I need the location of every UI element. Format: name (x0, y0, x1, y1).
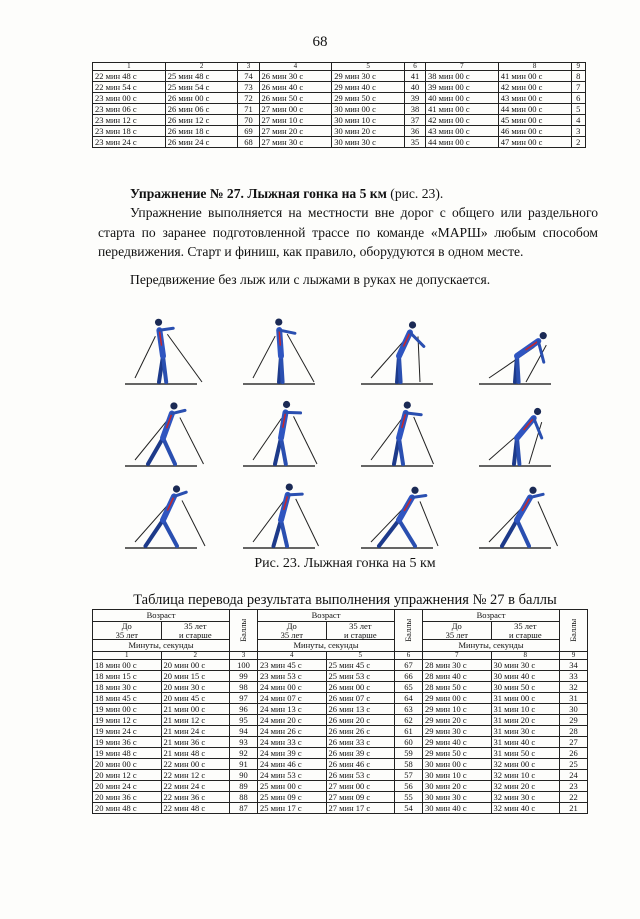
column-index: 1 (93, 63, 166, 71)
table-row (93, 715, 588, 726)
table-title: Таблица перевода результата выполнения упражнения № 27 в баллы (133, 592, 557, 608)
table-cell: 32 мин 00 с (491, 759, 560, 770)
table-row (93, 726, 588, 737)
table-row (93, 137, 586, 148)
table-cell: 31 мин 40 с (491, 737, 560, 748)
under35-header: До 35 лет (423, 622, 492, 640)
age-header-3: Возраст (423, 610, 560, 622)
table-cell: 19 мин 00 с (93, 704, 162, 715)
table-cell: 30 мин 10 с (423, 770, 492, 781)
table-cell: 25 мин 17 с (258, 803, 327, 814)
page-number: 68 (312, 34, 328, 50)
table-row (93, 792, 588, 803)
table-cell: 6 (571, 93, 586, 104)
table-cell: 29 (560, 715, 588, 726)
table-cell: 25 мин 53 с (326, 671, 395, 682)
column-index: 3 (230, 652, 258, 660)
points-header-2: Баллы (395, 610, 423, 652)
table-cell: 71 (238, 104, 259, 115)
table-cell: 29 мин 40 с (332, 82, 405, 93)
table-cell: 30 мин 00 с (423, 759, 492, 770)
figure-ref: (рис. 23). (386, 186, 444, 201)
table-row (93, 682, 588, 693)
table-cell: 24 мин 13 с (258, 704, 327, 715)
table-cell: 24 (560, 770, 588, 781)
table-cell: 43 мин 00 с (426, 126, 499, 137)
table-cell: 26 мин 00 с (326, 682, 395, 693)
bottom_table-index-row (93, 652, 588, 660)
table-cell: 29 мин 40 с (423, 737, 492, 748)
table-cell: 39 (404, 93, 425, 104)
points-header-1: Баллы (230, 610, 258, 652)
table-cell: 29 мин 50 с (332, 93, 405, 104)
table-cell: 20 мин 45 с (161, 693, 230, 704)
table-cell: 24 мин 00 с (258, 682, 327, 693)
skier-figure (361, 487, 438, 548)
units-header-3: Минуты, секунды (423, 640, 560, 652)
table-cell: 34 (560, 660, 588, 671)
over35-header: 35 лет и старше (491, 622, 560, 640)
table-cell: 5 (571, 104, 586, 115)
table-cell: 59 (395, 748, 423, 759)
skier-figure (125, 485, 205, 548)
column-index: 2 (165, 63, 238, 71)
table-cell: 64 (395, 693, 423, 704)
table-cell: 30 мин 10 с (332, 115, 405, 126)
table-cell: 44 мин 00 с (426, 137, 499, 148)
table-cell: 20 мин 24 с (93, 781, 162, 792)
table-cell: 22 мин 00 с (161, 759, 230, 770)
table-cell: 29 мин 50 с (423, 748, 492, 759)
table-cell: 29 мин 00 с (423, 693, 492, 704)
table-cell: 90 (230, 770, 258, 781)
table-cell: 26 мин 26 с (326, 726, 395, 737)
table-cell: 26 мин 18 с (165, 126, 238, 137)
table-cell: 25 мин 00 с (258, 781, 327, 792)
table-cell: 21 мин 00 с (161, 704, 230, 715)
table-cell: 74 (238, 71, 259, 82)
exercise-paragraph-1: Упражнение выполняется на местности вне дорог с общего или раздельного старта по заранее подготовленной трассе по команде «МАРШ» любым способом передвижения. Старт и финиш, как правило, оборудуются в одном месте. (98, 205, 598, 259)
table-cell: 95 (230, 715, 258, 726)
column-index: 8 (491, 652, 560, 660)
table-cell: 21 (560, 803, 588, 814)
table-row (93, 115, 586, 126)
table-cell: 18 мин 30 с (93, 682, 162, 693)
figure-caption: Рис. 23. Лыжная гонка на 5 км (254, 556, 436, 571)
table-cell: 32 мин 30 с (491, 792, 560, 803)
table-cell: 42 мин 00 с (498, 82, 571, 93)
table-cell: 30 мин 00 с (332, 104, 405, 115)
table-cell: 24 мин 26 с (258, 726, 327, 737)
table-cell: 29 мин 20 с (423, 715, 492, 726)
table-cell: 91 (230, 759, 258, 770)
table-row (93, 693, 588, 704)
column-index: 5 (326, 652, 395, 660)
skier-figure (479, 408, 551, 466)
table-cell: 30 мин 30 с (332, 137, 405, 148)
table-cell: 98 (230, 682, 258, 693)
skier-figure (479, 487, 558, 548)
table-cell: 8 (571, 71, 586, 82)
column-index: 8 (498, 63, 571, 71)
table-cell: 25 мин 09 с (258, 792, 327, 803)
table-cell: 68 (238, 137, 259, 148)
exercise-paragraph-2: Передвижение без лыж или с лыжами в руках не допускается. (130, 272, 491, 287)
table-cell: 32 мин 10 с (491, 770, 560, 781)
table-cell: 31 (560, 693, 588, 704)
table-cell: 31 мин 20 с (491, 715, 560, 726)
table-cell: 26 мин 50 с (259, 93, 332, 104)
table-cell: 63 (395, 704, 423, 715)
table-cell: 21 мин 36 с (161, 737, 230, 748)
table-cell: 27 (560, 737, 588, 748)
column-index: 5 (332, 63, 405, 71)
table-cell: 41 мин 00 с (498, 71, 571, 82)
table-row (93, 126, 586, 137)
table-cell: 40 мин 00 с (426, 93, 499, 104)
table-cell: 73 (238, 82, 259, 93)
table-row (93, 71, 586, 82)
table-cell: 20 мин 00 с (161, 660, 230, 671)
table-cell: 39 мин 00 с (426, 82, 499, 93)
table-cell: 29 мин 30 с (423, 726, 492, 737)
table-cell: 72 (238, 93, 259, 104)
column-index: 6 (404, 63, 425, 71)
table-cell: 30 мин 20 с (423, 781, 492, 792)
table-cell: 61 (395, 726, 423, 737)
table-cell: 26 мин 39 с (326, 748, 395, 759)
units-header-2: Минуты, секунды (258, 640, 395, 652)
table-cell: 23 мин 45 с (258, 660, 327, 671)
table-row (93, 82, 586, 93)
table-cell: 38 мин 00 с (426, 71, 499, 82)
table-row (93, 737, 588, 748)
table-cell: 32 (560, 682, 588, 693)
points-conversion-table (92, 609, 588, 814)
table-cell: 96 (230, 704, 258, 715)
table-cell: 30 (560, 704, 588, 715)
table-cell: 25 мин 45 с (326, 660, 395, 671)
table-cell: 20 мин 48 с (93, 803, 162, 814)
table-cell: 60 (395, 737, 423, 748)
table-cell: 18 мин 45 с (93, 693, 162, 704)
table-cell: 36 (404, 126, 425, 137)
skier-figure (125, 402, 204, 466)
table-cell: 19 мин 12 с (93, 715, 162, 726)
table-cell: 31 мин 50 с (491, 748, 560, 759)
table-cell: 57 (395, 770, 423, 781)
skier-figure (361, 321, 433, 384)
table-cell: 32 мин 40 с (491, 803, 560, 814)
table-cell: 26 мин 24 с (165, 137, 238, 148)
column-index: 3 (238, 63, 259, 71)
table-cell: 7 (571, 82, 586, 93)
table-cell: 26 (560, 748, 588, 759)
table-cell: 27 мин 10 с (259, 115, 332, 126)
skier-figures-illustration (108, 304, 580, 550)
table-cell: 26 мин 33 с (326, 737, 395, 748)
table-cell: 100 (230, 660, 258, 671)
table-cell: 26 мин 53 с (326, 770, 395, 781)
table-cell: 26 мин 13 с (326, 704, 395, 715)
under35-header: До 35 лет (258, 622, 327, 640)
table-cell: 47 мин 00 с (498, 137, 571, 148)
under35-header: До 35 лет (93, 622, 162, 640)
table-cell: 23 мин 53 с (258, 671, 327, 682)
table-cell: 19 мин 24 с (93, 726, 162, 737)
table-cell: 24 мин 20 с (258, 715, 327, 726)
top-score-table (92, 62, 586, 148)
table-row (93, 759, 588, 770)
table-cell: 56 (395, 781, 423, 792)
table-cell: 4 (571, 115, 586, 126)
table-cell: 29 мин 30 с (332, 71, 405, 82)
column-index: 9 (571, 63, 586, 71)
age-header-1: Возраст (93, 610, 230, 622)
table-cell: 23 (560, 781, 588, 792)
table-cell: 62 (395, 715, 423, 726)
table-cell: 97 (230, 693, 258, 704)
column-index: 4 (259, 63, 332, 71)
table-cell: 25 мин 54 с (165, 82, 238, 93)
table-cell: 88 (230, 792, 258, 803)
table-cell: 18 мин 00 с (93, 660, 162, 671)
table-cell: 19 мин 48 с (93, 748, 162, 759)
table-cell: 21 мин 12 с (161, 715, 230, 726)
table-cell: 89 (230, 781, 258, 792)
table-cell: 23 мин 06 с (93, 104, 166, 115)
table-cell: 19 мин 36 с (93, 737, 162, 748)
table-cell: 31 мин 30 с (491, 726, 560, 737)
skier-figure (361, 401, 434, 466)
table-row (93, 104, 586, 115)
table-cell: 93 (230, 737, 258, 748)
table-row (93, 748, 588, 759)
skier-figure (125, 319, 202, 384)
table-cell: 54 (395, 803, 423, 814)
over35-header: 35 лет и старше (161, 622, 230, 640)
table-cell: 22 мин 48 с (161, 803, 230, 814)
table-cell: 20 мин 36 с (93, 792, 162, 803)
table-cell: 22 мин 12 с (161, 770, 230, 781)
column-index: 7 (423, 652, 492, 660)
table-cell: 38 (404, 104, 425, 115)
table-cell: 24 мин 07 с (258, 693, 327, 704)
table-cell: 22 мин 48 с (93, 71, 166, 82)
table-cell: 30 мин 30 с (491, 660, 560, 671)
table-cell: 45 мин 00 с (498, 115, 571, 126)
table-cell: 28 мин 40 с (423, 671, 492, 682)
table-cell: 26 мин 30 с (259, 71, 332, 82)
exercise-title: Упражнение № 27. Лыжная гонка на 5 км (130, 186, 387, 201)
table-cell: 21 мин 48 с (161, 748, 230, 759)
skier-figure (243, 401, 317, 466)
table-cell: 20 мин 30 с (161, 682, 230, 693)
table-cell: 41 (404, 71, 425, 82)
table-row (93, 781, 588, 792)
table-row (93, 93, 586, 104)
table-cell: 35 (404, 137, 425, 148)
table-cell: 25 мин 48 с (165, 71, 238, 82)
table-cell: 20 мин 15 с (161, 671, 230, 682)
table-cell: 3 (571, 126, 586, 137)
table-cell: 26 мин 20 с (326, 715, 395, 726)
table-cell: 30 мин 40 с (491, 671, 560, 682)
table-cell: 32 мин 20 с (491, 781, 560, 792)
table-row (93, 671, 588, 682)
table-cell: 55 (395, 792, 423, 803)
column-index: 1 (93, 652, 162, 660)
table-row (93, 704, 588, 715)
table-cell: 23 мин 24 с (93, 137, 166, 148)
table-cell: 31 мин 10 с (491, 704, 560, 715)
over35-header: 35 лет и старше (326, 622, 395, 640)
table-cell: 29 мин 10 с (423, 704, 492, 715)
column-index: 7 (426, 63, 499, 71)
table-cell: 26 мин 46 с (326, 759, 395, 770)
table-cell: 24 мин 46 с (258, 759, 327, 770)
table-cell: 40 (404, 82, 425, 93)
age-header-2: Возраст (258, 610, 395, 622)
column-index: 9 (560, 652, 588, 660)
table-cell: 28 мин 30 с (423, 660, 492, 671)
table-cell: 30 мин 30 с (423, 792, 492, 803)
skier-figure (479, 332, 551, 384)
table-cell: 58 (395, 759, 423, 770)
column-index: 2 (161, 652, 230, 660)
table-cell: 46 мин 00 с (498, 126, 571, 137)
table-cell: 67 (395, 660, 423, 671)
table-cell: 22 (560, 792, 588, 803)
table-cell: 21 мин 24 с (161, 726, 230, 737)
table-cell: 44 мин 00 с (498, 104, 571, 115)
table-cell: 25 (560, 759, 588, 770)
table-cell: 94 (230, 726, 258, 737)
table-cell: 27 мин 09 с (326, 792, 395, 803)
column-index: 4 (258, 652, 327, 660)
skier-figure (243, 318, 315, 384)
table-cell: 22 мин 54 с (93, 82, 166, 93)
table-cell: 26 мин 06 с (165, 104, 238, 115)
top_table-index-row (93, 63, 586, 71)
table-cell: 23 мин 18 с (93, 126, 166, 137)
table-cell: 27 мин 00 с (326, 781, 395, 792)
table-cell: 26 мин 12 с (165, 115, 238, 126)
points-header-3: Баллы (560, 610, 588, 652)
table-cell: 24 мин 39 с (258, 748, 327, 759)
table-cell: 24 мин 33 с (258, 737, 327, 748)
table-row (93, 770, 588, 781)
table-cell: 65 (395, 682, 423, 693)
table-cell: 23 мин 12 с (93, 115, 166, 126)
table-cell: 92 (230, 748, 258, 759)
table-cell: 42 мин 00 с (426, 115, 499, 126)
table-cell: 99 (230, 671, 258, 682)
table-cell: 43 мин 00 с (498, 93, 571, 104)
table-cell: 26 мин 40 с (259, 82, 332, 93)
table-cell: 87 (230, 803, 258, 814)
table-cell: 30 мин 50 с (491, 682, 560, 693)
table-cell: 23 мин 00 с (93, 93, 166, 104)
table-row (93, 803, 588, 814)
table-cell: 28 (560, 726, 588, 737)
table-cell: 24 мин 53 с (258, 770, 327, 781)
exercise-heading (98, 184, 598, 204)
table-cell: 31 мин 00 с (491, 693, 560, 704)
table-cell: 27 мин 20 с (259, 126, 332, 137)
table-cell: 22 мин 36 с (161, 792, 230, 803)
table-cell: 30 мин 20 с (332, 126, 405, 137)
table-cell: 41 мин 00 с (426, 104, 499, 115)
table-cell: 20 мин 00 с (93, 759, 162, 770)
table-cell: 69 (238, 126, 259, 137)
table-cell: 22 мин 24 с (161, 781, 230, 792)
table-cell: 33 (560, 671, 588, 682)
table-cell: 2 (571, 137, 586, 148)
column-index: 6 (395, 652, 423, 660)
table-cell: 18 мин 15 с (93, 671, 162, 682)
table-cell: 27 мин 30 с (259, 137, 332, 148)
table-cell: 27 мин 00 с (259, 104, 332, 115)
table-cell: 28 мин 50 с (423, 682, 492, 693)
table-row (93, 660, 588, 671)
table-cell: 26 мин 00 с (165, 93, 238, 104)
units-header-1: Минуты, секунды (93, 640, 230, 652)
table-cell: 70 (238, 115, 259, 126)
skier-figure (243, 483, 319, 548)
table-cell: 30 мин 40 с (423, 803, 492, 814)
table-cell: 27 мин 17 с (326, 803, 395, 814)
table-cell: 20 мин 12 с (93, 770, 162, 781)
table-cell: 37 (404, 115, 425, 126)
table-cell: 66 (395, 671, 423, 682)
table-cell: 26 мин 07 с (326, 693, 395, 704)
